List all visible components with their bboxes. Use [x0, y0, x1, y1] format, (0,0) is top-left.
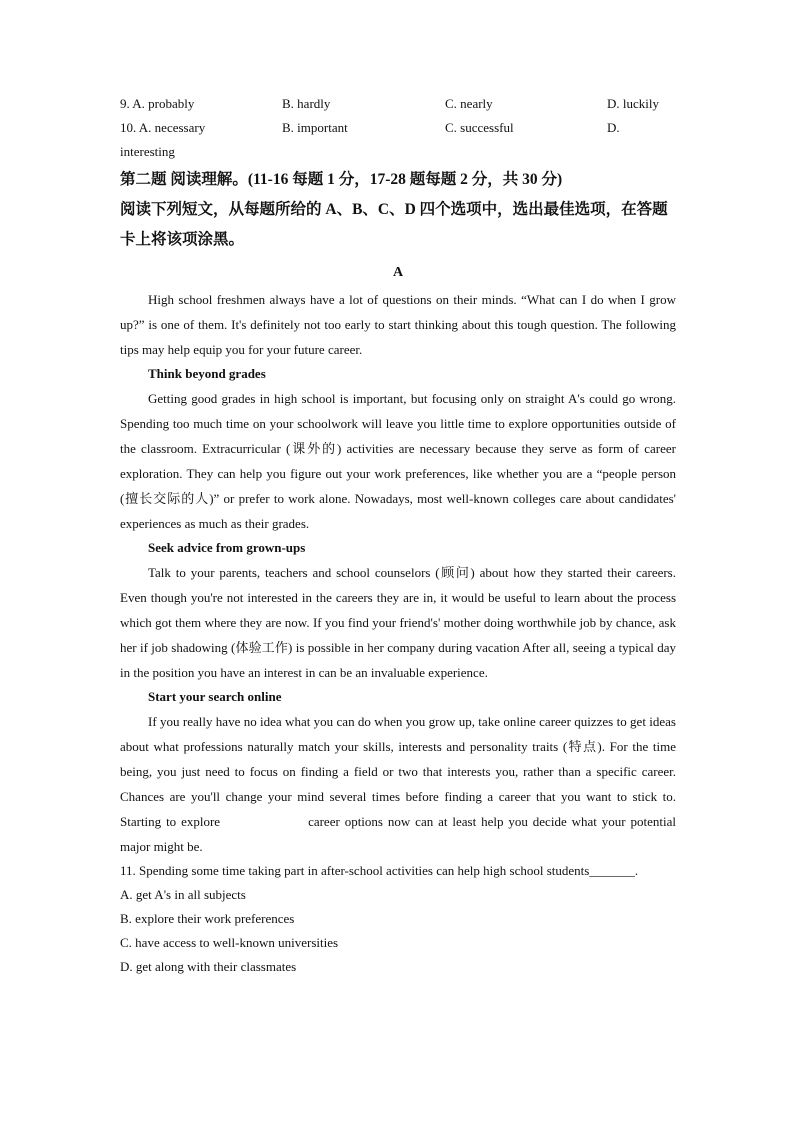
paragraph-advice: Talk to your parents, teachers and school counselors (顾问) about how they started their careers. Even though you're not interested in the careers they are in, it would be useful to learn about the process which got them where they are now. If you find your friend's' mother doing worthwhile job by chance, ask her if job shadowing (体验工作) is possible in her company during vacation After all, seeing a typical day in the position you have an interest in can be an invaluable experience.	[120, 565, 676, 680]
paragraph-grades: Getting good grades in high school is important, but focusing only on straight A's could go wrong. Spending too much time on your schoolwork will leave you little time to explore opportunities outside of the classroom. Extracurricular (课外的) activities are necessary because they serve as form of career exploration. They can help you figure out your work preferences, like whether you are a “people person (擅长交际的人)” or prefer to work alone. Nowadays, most well-known colleges care about candidates' experiences as much as their grades.	[120, 391, 676, 531]
question-9-options	[120, 92, 676, 116]
q10-option-c[interactable]: C. successful	[445, 120, 514, 135]
section-instructions: 阅读下列短文，从每题所给的 A、B、C、D 四个选项中，选出最佳选项，在答题卡上将该项涂黑。	[120, 201, 668, 248]
q9-option-b[interactable]: B. hardly	[282, 96, 331, 111]
q11-option-b[interactable]: B. explore their work preferences	[120, 911, 295, 926]
subheading-seek-advice: Seek advice from grown-ups	[148, 540, 306, 555]
paragraph-online-part1: If you really have no idea what you can do when you grow up, take online career quizzes to get ideas about what professions naturally match your skills, interests and personality traits (特点). For the time being, you just need to focus on finding a field or two that interests you, rather than a specific career. Chances are you'll change your mind several times before finding a career that you want to stick to. Starting to explore	[120, 714, 676, 829]
paragraph-online	[120, 709, 676, 859]
subheading-search-online: Start your search online	[148, 689, 282, 704]
section-title: 第二题 阅读理解。(11-16 每题 1 分，17-28 题每题 2 分，共 30 分)	[120, 171, 563, 188]
passage-label: A	[392, 265, 404, 280]
q9-option-a[interactable]: 9. A. probably	[120, 96, 195, 111]
question-10-options	[120, 116, 676, 140]
exam-page	[120, 92, 676, 979]
q10-option-b[interactable]: B. important	[282, 120, 348, 135]
q11-option-c[interactable]: C. have access to well-known universities	[120, 935, 339, 950]
q9-option-d[interactable]: D. luckily	[607, 96, 659, 111]
q9-option-c[interactable]: C. nearly	[445, 96, 493, 111]
question-11-stem: 11. Spending some time taking part in after-school activities can help high school students_______.	[120, 863, 639, 878]
q10-option-d[interactable]: D.	[607, 120, 620, 135]
passage-intro: High school freshmen always have a lot of questions on their minds. “What can I do when I grow up?” is one of them. It's definitely not too early to start thinking about this tough question. The following tips may help equip you for your future career.	[120, 292, 676, 357]
q10-option-d-text: interesting	[120, 144, 175, 159]
subheading-think-beyond-grades: Think beyond grades	[148, 366, 266, 381]
q11-option-d[interactable]: D. get along with their classmates	[120, 959, 297, 974]
paragraph-online-part2: career options now can at least help you decide what your potential major might be.	[120, 814, 676, 854]
q10-option-a[interactable]: 10. A. necessary	[120, 120, 206, 135]
q11-option-a[interactable]: A. get A's in all subjects	[120, 887, 246, 902]
